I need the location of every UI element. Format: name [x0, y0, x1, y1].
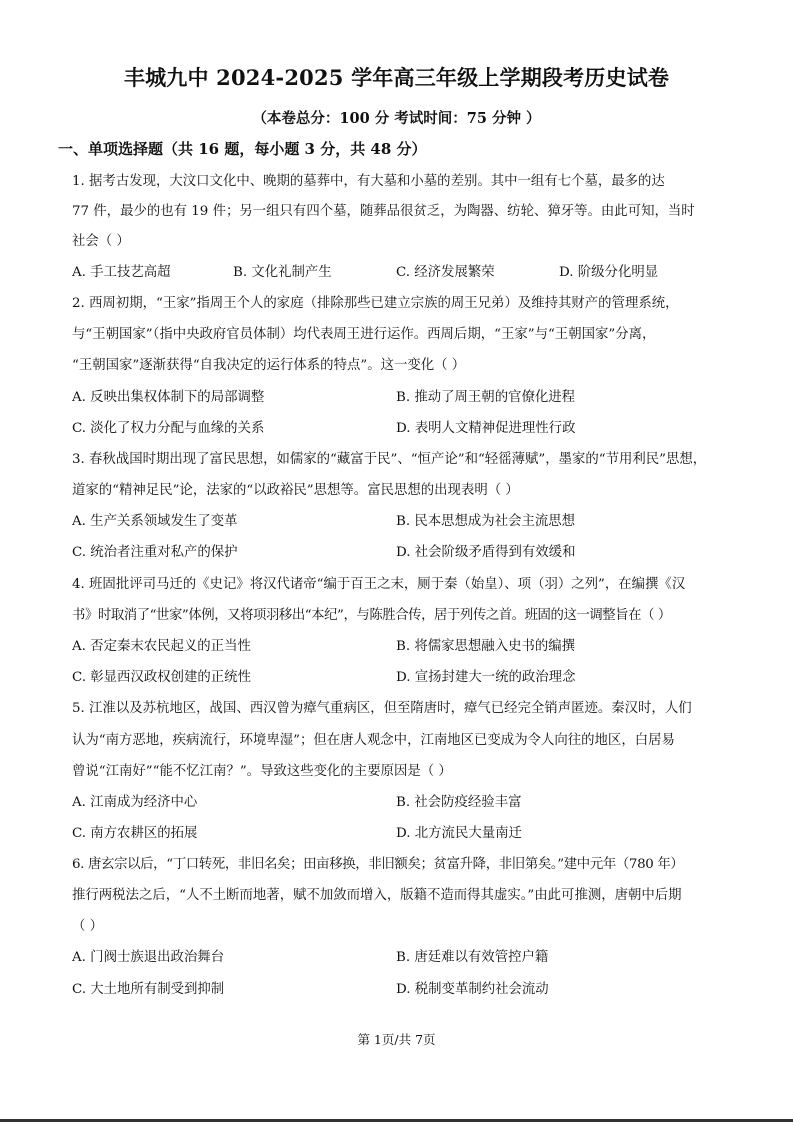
question-2-option-b[interactable]: B. 推动了周王朝的官僚化进程 [396, 390, 576, 405]
question-3-line-1: 3. 春秋战国时期出现了富民思想，如儒家的“藏富于民”、“恒产论”和“轻徭薄赋”，墨家的“节用利民”思想， [72, 452, 707, 467]
question-5-line-2: 认为“南方恶地，疾病流行，环境卑湿”；但在唐人观念中，江南地区已变成为令人向往的地区，白居易 [72, 733, 675, 748]
page-title: 丰城九中 2024-2025 学年高三年级上学期段考历史试卷 [123, 65, 670, 90]
question-2-option-c[interactable]: C. 淡化了权力分配与血缘的关系 [72, 421, 265, 436]
question-4-line-2: 书》时取消了“世家”体例，又将项羽移出“本纪”，与陈胜合传，居于列传之首。班固的这一调整旨在（ ） [72, 608, 671, 623]
question-5-option-a[interactable]: A. 江南成为经济中心 [72, 795, 198, 810]
question-1-line-3: 社会（ ） [72, 234, 130, 249]
question-3-option-b[interactable]: B. 民本思想成为社会主流思想 [396, 514, 576, 529]
question-2-line-1: 2. 西周初期，“王家”指周王个人的家庭（排除那些已建立宗族的周王兄弟）及维持其财产的管理系统， [72, 296, 679, 311]
exam-info: （本卷总分：100 分 考试时间：75 分钟 ） [252, 110, 541, 127]
question-2-option-a[interactable]: A. 反映出集权体制下的局部调整 [72, 390, 265, 405]
question-3-option-d[interactable]: D. 社会阶级矛盾得到有效缓和 [396, 545, 576, 560]
question-5-line-1: 5. 江淮以及苏杭地区，战国、西汉曾为瘴气重病区，但至隋唐时，瘴气已经完全销声匿迹。秦汉时，人们 [72, 701, 692, 716]
question-6-line-1: 6. 唐玄宗以后，“丁口转死，非旧名矣；田亩移换，非旧额矣；贫富升降，非旧第矣。”建中元年（780 年） [72, 857, 684, 872]
question-6-line-2: 推行两税法之后，“人不土断而地著，赋不加敛而增入，版籍不造而得其虚实。”由此可推测，唐朝中后期 [72, 888, 682, 903]
question-1-line-2: 77 件，最少的也有 19 件；另一组只有四个墓，随葬品很贫乏，为陶器、纺轮、獐牙等。由此可知，当时 [72, 204, 695, 219]
question-4-option-c[interactable]: C. 彰显西汉政权创建的正统性 [72, 670, 251, 685]
question-4-option-d[interactable]: D. 宣扬封建大一统的政治理念 [396, 670, 576, 685]
question-4-option-a[interactable]: A. 否定秦末农民起义的正当性 [72, 639, 251, 654]
question-5-line-3: 曾说“江南好”“能不忆江南？”。导致这些变化的主要原因是（ ） [72, 764, 452, 779]
question-4-line-1: 4. 班固批评司马迁的《史记》将汉代诸帝“编于百王之末，厕于秦（始皇）、项（羽）之列”，在编撰《汉 [72, 577, 686, 592]
question-1-option-b[interactable]: B. 文化礼制产生 [233, 265, 332, 280]
section-heading: 一、单项选择题（共 16 题，每小题 3 分，共 48 分） [58, 140, 427, 158]
question-4-option-b[interactable]: B. 将儒家思想融入史书的编撰 [396, 639, 576, 654]
question-3-line-2: 道家的“精神足民”论，法家的“以政裕民”思想等。富民思想的出现表明（ ） [72, 483, 519, 498]
question-3-option-c[interactable]: C. 统治者注重对私产的保护 [72, 545, 238, 560]
question-1-option-c[interactable]: C. 经济发展繁荣 [396, 265, 495, 280]
question-5-option-b[interactable]: B. 社会防疫经验丰富 [396, 795, 522, 810]
question-1-line-1: 1. 据考古发现，大汶口文化中、晚期的墓葬中，有大墓和小墓的差别。其中一组有七个墓，最多的达 [72, 174, 665, 189]
question-2-option-d[interactable]: D. 表明人文精神促进理性行政 [396, 421, 576, 436]
question-3-option-a[interactable]: A. 生产关系领域发生了变革 [72, 514, 238, 529]
question-1-option-d[interactable]: D. 阶级分化明显 [559, 265, 659, 280]
question-2-line-2: 与“王朝国家”（指中央政府官员体制）均代表周王进行运作。西周后期，“王家”与“王朝国家”分离， [72, 327, 656, 342]
question-5-option-c[interactable]: C. 南方农耕区的拓展 [72, 826, 198, 841]
question-1-option-a[interactable]: A. 手工技艺高超 [72, 265, 171, 280]
question-5-option-d[interactable]: D. 北方流民大量南迁 [396, 826, 522, 841]
question-6-option-b[interactable]: B. 唐廷难以有效管控户籍 [396, 950, 549, 965]
question-6-option-d[interactable]: D. 税制变革制约社会流动 [396, 982, 549, 997]
page-number: 第 1页/共 7页 [357, 1032, 436, 1047]
question-6-line-3: （ ） [72, 919, 104, 934]
question-2-line-3: “王朝国家”逐渐获得“自我决定的运行体系的特点”。这一变化（ ） [72, 358, 466, 373]
question-6-option-a[interactable]: A. 门阀士族退出政治舞台 [72, 950, 225, 965]
question-6-option-c[interactable]: C. 大土地所有制受到抑制 [72, 982, 225, 997]
